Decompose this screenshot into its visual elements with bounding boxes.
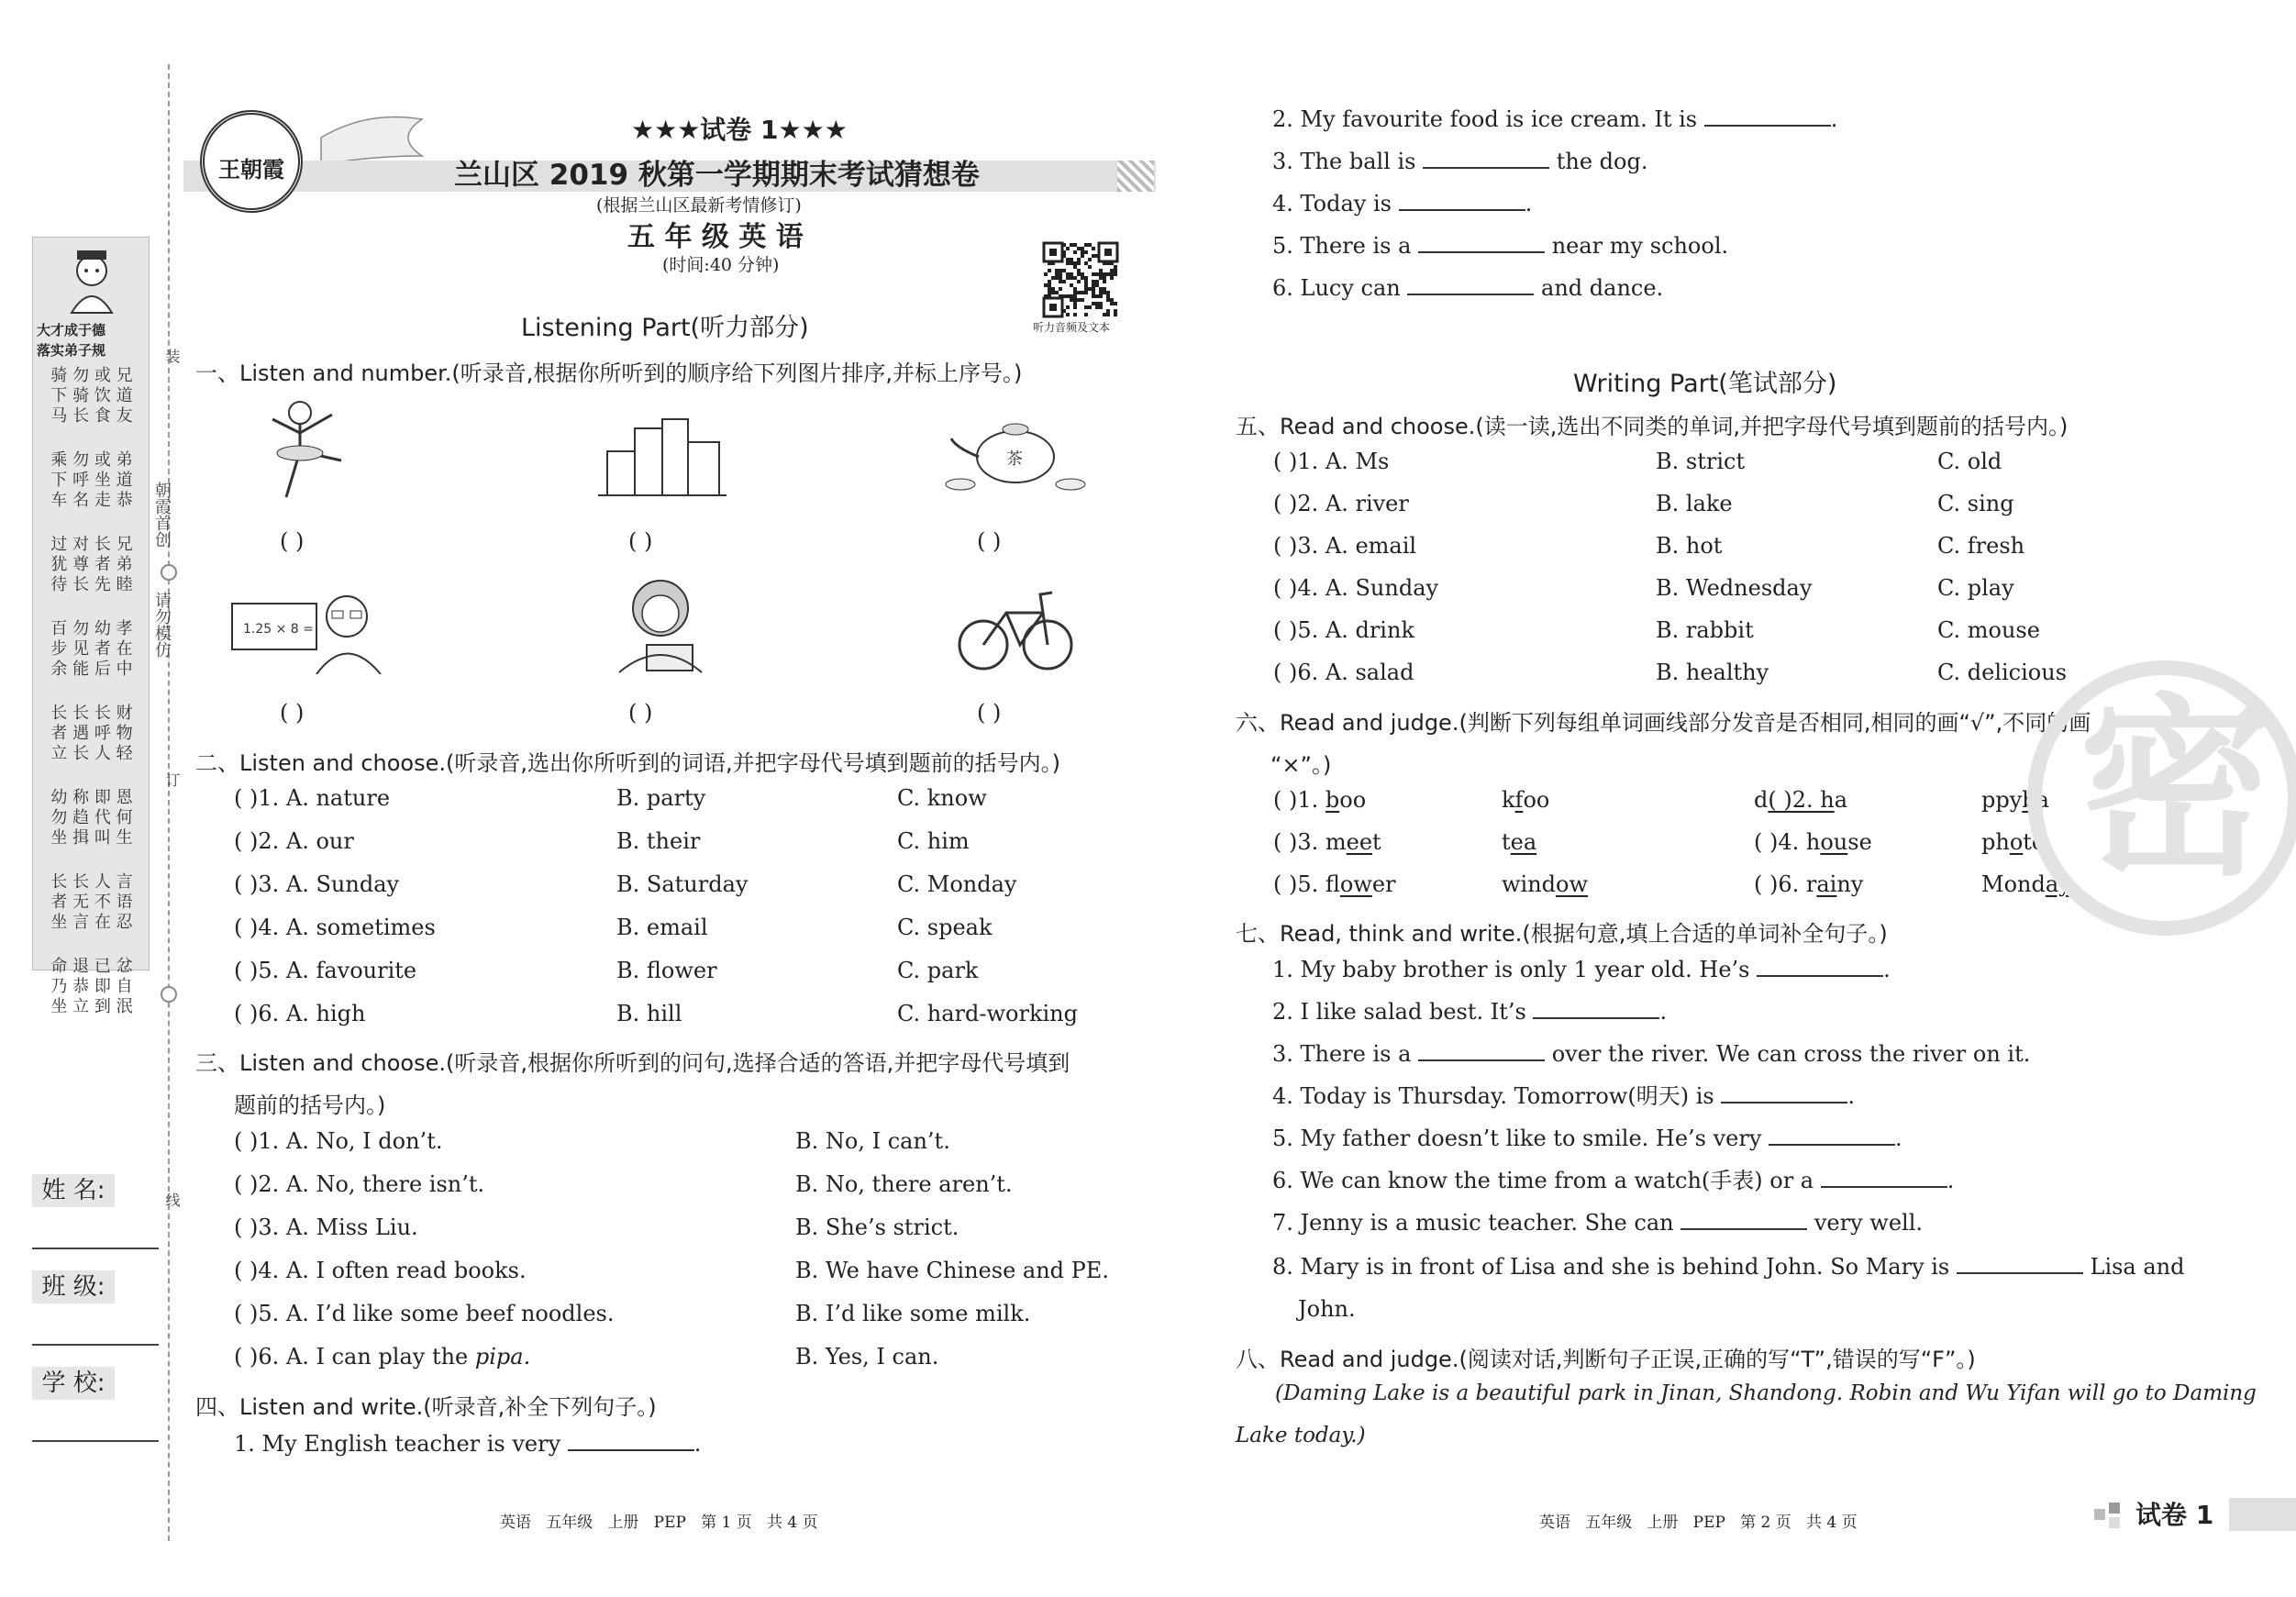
- section-7-item-1-text: 1. My baby brother is only 1 year old. He’s: [1272, 957, 1758, 982]
- s5-row-5-col-2: B. rabbit: [1656, 617, 1754, 643]
- poem-line: 坐 言 在 忍: [50, 913, 133, 932]
- picture-4-paren[interactable]: ( ): [280, 700, 305, 726]
- section-6-row-2-word-1[interactable]: [1273, 831, 1381, 853]
- section-6-part: oo: [1523, 787, 1550, 813]
- section-7-item-1-tail: .: [1883, 957, 1891, 982]
- s5-row-1-col-3: C. old: [1937, 449, 2002, 474]
- exam-title: 兰山区 2019 秋第一学期期末考试猜想卷: [454, 159, 980, 192]
- section-6-part: d: [1754, 787, 1769, 813]
- section-8-title: 八、Read and judge.(阅读对话,判断句子正误,正确的写“T”,错误的写“F”。): [1236, 1347, 1976, 1372]
- section-7-item-6-text: 6. We can know the time from a watch(手表) or a: [1272, 1168, 1821, 1193]
- warning-1: 朝霞首创: [152, 482, 172, 548]
- footer-band: [2229, 1498, 2296, 1531]
- board-text: 1.25 × 8 =: [243, 622, 314, 637]
- section-4-right-item-4-text: 5. There is a: [1272, 233, 1419, 259]
- s5-row-5-col-3: C. mouse: [1937, 617, 2040, 643]
- section-7-item-8: [1272, 1256, 2185, 1278]
- section-6-part: b: [1325, 787, 1340, 813]
- section-4-right-item-4: [1272, 235, 1728, 257]
- s2-row-5-col-3: C. park: [897, 958, 979, 983]
- section-8-passage-1: (Daming Lake is a beautiful park in Jinan, Shandong. Robin and Wu Yifan will go to Daming: [1275, 1381, 2257, 1405]
- section-3-row-5-b: B. I’d like some milk.: [795, 1301, 1031, 1326]
- section-7-item-6: [1272, 1170, 1954, 1192]
- exam-note: (根据兰山区最新考情修订): [596, 195, 802, 216]
- section-7-item-5-text: 5. My father doesn’t like to smile. He’s very: [1272, 1126, 1769, 1151]
- s2-row-2-col-3: C. him: [897, 828, 970, 854]
- section-7-title: 七、Read, think and write.(根据句意,填上合适的单词补全句子。): [1236, 921, 1888, 947]
- section-6-part: ( )5. fl: [1273, 871, 1340, 897]
- listening-heading: Listening Part(听力部分): [521, 314, 809, 342]
- footer-paper-tag: 试卷 1: [2135, 1500, 2214, 1530]
- poem-line: 乘 勿 或 弟: [50, 450, 133, 470]
- s2-row-6-col-3: C. hard-working: [897, 1001, 1078, 1026]
- section-4-right-item-1: [1272, 108, 1837, 130]
- section-6-part: f: [1514, 787, 1524, 813]
- poem-line: 余 能 后 中: [50, 660, 133, 679]
- section-6-part: ow: [1339, 871, 1372, 897]
- section-7-item-8-text: 8. Mary is in front of Lisa and she is behind John. So Mary is: [1272, 1254, 1957, 1280]
- section-6-part: ea: [1510, 829, 1537, 855]
- section-6-part: t: [1372, 829, 1381, 855]
- logo: [200, 110, 303, 213]
- section-6-row-3-word-1[interactable]: [1273, 873, 1396, 895]
- section-7-item-6-tail: .: [1947, 1168, 1955, 1193]
- s5-row-6-col-3: C. delicious: [1937, 660, 2068, 685]
- section-3-row-6-a-text: ( )6. A. I can play the: [234, 1344, 475, 1370]
- section-6-part: ou: [1820, 829, 1848, 855]
- section-6-row-2-word-2: [1502, 831, 1536, 853]
- fold-line: [168, 64, 170, 1541]
- school-label: 学 校:: [32, 1367, 115, 1400]
- poem-line: 骑 勿 或 兄: [50, 366, 133, 385]
- poem-line: 命 退 已 忿: [50, 957, 133, 976]
- section-3-row-2-a-text: ( )2. A. No, there isn’t.: [234, 1171, 485, 1197]
- s2-row-4-col-2: B. email: [616, 915, 708, 940]
- girl-reading-picture: [610, 573, 720, 674]
- s5-row-6-col-2: B. healthy: [1656, 660, 1769, 685]
- binding-hole-2: [161, 986, 177, 1003]
- section-6-part: ( )2. h: [1768, 787, 1835, 813]
- s2-row-3-col-2: B. Saturday: [616, 871, 749, 897]
- name-field[interactable]: [32, 1248, 159, 1249]
- section-6-part: a: [2035, 787, 2049, 813]
- s5-row-2-col-1[interactable]: ( )2. A. river: [1273, 491, 1409, 516]
- section-7-item-2-blank[interactable]: [1533, 1003, 1659, 1019]
- section-4-right-item-3: [1272, 193, 1532, 215]
- s2-row-1-col-1[interactable]: ( )1. A. nature: [234, 785, 391, 811]
- s2-row-2-col-2: B. their: [616, 828, 701, 854]
- section-7-item-7-tail: very well.: [1807, 1210, 1923, 1236]
- section-4-right-item-5: [1272, 277, 1663, 299]
- s2-row-1-col-3: C. know: [897, 785, 987, 811]
- section-7-item-2-text: 2. I like salad best. It’s: [1272, 999, 1534, 1025]
- section-7-item-2-tail: .: [1659, 999, 1668, 1025]
- section-3-title-1: 三、Listen and choose.(听录音,根据你所听到的问句,选择合适的答语,并把字母代号填到: [195, 1050, 1070, 1076]
- s5-row-6-col-1[interactable]: ( )6. A. salad: [1273, 660, 1414, 685]
- poem-line: 坐 立 到 泯: [50, 997, 133, 1016]
- section-4-right-item-4-tail: near my school.: [1545, 233, 1729, 259]
- footer-square-3: [2109, 1517, 2120, 1528]
- section-7-item-1-blank[interactable]: [1757, 960, 1883, 977]
- section-4-right-item-4-blank[interactable]: [1418, 237, 1545, 253]
- section-6-row-2-word-3[interactable]: [1754, 831, 1872, 853]
- section-3-row-1-a-text: ( )1. A. No, I don’t.: [234, 1128, 443, 1154]
- section-6-part: to: [2023, 829, 2046, 855]
- section-6-part: ppy: [1981, 787, 2023, 813]
- poem-line: 者 遇 呼 物: [50, 724, 133, 743]
- section-7-item-5-tail: .: [1895, 1126, 1902, 1151]
- section-4-right-item-5-text: 6. Lucy can: [1272, 275, 1408, 301]
- s2-row-6-col-1[interactable]: ( )6. A. high: [234, 1001, 366, 1026]
- section-7-item-5: [1272, 1127, 1902, 1149]
- section-7-item-4: [1272, 1085, 1855, 1107]
- section-7-item-8-tail: Lisa and: [2082, 1254, 2185, 1280]
- section-6-part: ( )6. r: [1754, 871, 1817, 897]
- poem-line: 长 长 人 言: [50, 872, 133, 892]
- section-6-row-3-word-3[interactable]: [1754, 873, 1863, 895]
- poem-line: 立 长 人 轻: [50, 744, 133, 763]
- teapot-picture: [942, 411, 1089, 494]
- section-3-row-4-b: B. We have Chinese and PE.: [795, 1258, 1109, 1283]
- bicycle-picture: [956, 576, 1075, 677]
- teapot-char: 茶: [1006, 449, 1023, 469]
- scholar-illustration: [55, 243, 128, 316]
- section-7-item-8-blank[interactable]: [1957, 1258, 2083, 1274]
- fold-label-3: 线: [163, 1192, 181, 1207]
- section-3-row-6-a[interactable]: [234, 1346, 530, 1368]
- footer-right: 英语 五年级 上册 PEP 第 2 页 共 4 页: [1539, 1514, 1858, 1532]
- subject-title: 五 年 级 英 语: [627, 221, 804, 253]
- poem-line: 乃 恭 即 自: [50, 977, 133, 996]
- fold-label-2: 订: [163, 772, 181, 787]
- s5-row-4-col-1[interactable]: ( )4. A. Sunday: [1273, 575, 1439, 601]
- s5-row-5-col-1[interactable]: ( )5. A. drink: [1273, 617, 1414, 643]
- section-6-part: ow: [1556, 871, 1589, 897]
- section-4-right-item-3-tail: .: [1525, 191, 1533, 216]
- section-6-part: ph: [1981, 829, 2010, 855]
- section-6-row-3-word-2: [1502, 873, 1588, 895]
- section-4-left-item-1-text: 1. My English teacher is very: [234, 1431, 568, 1457]
- section-7-item-2: [1272, 1001, 1667, 1023]
- section-6-part: k: [1502, 787, 1515, 813]
- section-7-item-4-tail: .: [1847, 1083, 1855, 1109]
- section-7-item-3-tail: over the river. We can cross the river on it.: [1545, 1041, 2031, 1067]
- s5-row-4-col-3: C. play: [1937, 575, 2014, 601]
- section-3-row-6-b: B. Yes, I can.: [795, 1344, 939, 1370]
- writing-heading: Writing Part(笔试部分): [1573, 370, 1837, 398]
- section-8-passage-2: Lake today.): [1236, 1424, 1366, 1447]
- section-6-part: oo: [1339, 787, 1367, 813]
- section-6-part: o: [2009, 829, 2024, 855]
- section-7-item-4-blank[interactable]: [1721, 1087, 1847, 1103]
- picture-5-paren[interactable]: ( ): [628, 700, 653, 726]
- section-6-row-1-word-3[interactable]: [1754, 789, 1847, 811]
- section-7-item-8-cont: John.: [1298, 1296, 1356, 1322]
- section-3-pipa: pipa.: [474, 1344, 531, 1370]
- section-6-part: b: [2022, 787, 2036, 813]
- picture-2-paren[interactable]: ( ): [628, 528, 653, 554]
- section-3-row-4-a[interactable]: [234, 1259, 527, 1281]
- section-4-right-item-1-text: 2. My favourite food is ice cream. It is: [1272, 106, 1704, 132]
- poem-line: 坐 揖 叫 生: [50, 828, 133, 848]
- section-6-part: ( )1.: [1273, 787, 1325, 813]
- watermark-char: 密: [2079, 677, 2272, 902]
- poem-line: 长 长 长 财: [50, 704, 133, 723]
- picture-1-paren[interactable]: ( ): [280, 528, 305, 554]
- poem-line: 过 对 长 兄: [50, 535, 133, 554]
- section-4-left-item-1-tail: .: [693, 1431, 702, 1457]
- section-3-row-3-b: B. She’s strict.: [795, 1214, 959, 1240]
- slogan-2: 落实弟子规: [37, 342, 106, 359]
- section-3-row-5-a[interactable]: [234, 1303, 614, 1325]
- section-2-title: 二、Listen and choose.(听录音,选出你所听到的词语,并把字母代号填到题前的括号内。): [195, 750, 1060, 776]
- section-3-row-4-a-text: ( )4. A. I often read books.: [234, 1258, 527, 1283]
- section-7-item-7: [1272, 1212, 1923, 1234]
- ballerina-picture: [259, 396, 360, 506]
- section-7-item-3-text: 3. There is a: [1272, 1041, 1419, 1067]
- picture-6-paren[interactable]: ( ): [977, 700, 1002, 726]
- s5-row-2-col-2: B. lake: [1656, 491, 1733, 516]
- paper-number: ★★★试卷 1★★★: [631, 115, 848, 145]
- poem-line: 犹 尊 者 弟: [50, 555, 133, 574]
- section-7-item-3: [1272, 1043, 2030, 1065]
- s5-row-1-col-2: B. strict: [1656, 449, 1746, 474]
- section-4-right-item-3-blank[interactable]: [1399, 194, 1525, 211]
- poem-line: 者 无 不 语: [50, 893, 133, 912]
- footer-square-1: [2094, 1509, 2105, 1520]
- section-6-part: ( )3. m: [1273, 829, 1347, 855]
- section-7-item-3-blank[interactable]: [1418, 1045, 1545, 1061]
- s2-row-3-col-3: C. Monday: [897, 871, 1017, 897]
- s5-row-3-col-1[interactable]: ( )3. A. email: [1273, 533, 1417, 559]
- s5-row-4-col-2: B. Wednesday: [1656, 575, 1813, 601]
- section-4-right-item-2-blank[interactable]: [1423, 152, 1549, 169]
- section-4-right-item-3-text: 4. Today is: [1272, 191, 1399, 216]
- section-6-row-1-word-2: [1502, 789, 1549, 811]
- poem-line: 下 呼 坐 道: [50, 471, 133, 490]
- watermark-stamp: [2027, 660, 2296, 936]
- section-6-title-1: 六、Read and judge.(判断下列每组单词画线部分发音是否相同,相同的画“√”,不同的画: [1236, 710, 2091, 736]
- section-3-row-3-a[interactable]: [234, 1216, 418, 1238]
- s2-row-3-col-1[interactable]: ( )3. A. Sunday: [234, 871, 400, 897]
- section-7-item-7-text: 7. Jenny is a music teacher. She can: [1272, 1210, 1681, 1236]
- title-band-pattern: [1117, 161, 1154, 192]
- section-7-item-1: [1272, 959, 1891, 981]
- section-6-part: a: [1834, 787, 1848, 813]
- fold-label-1: 装: [163, 349, 181, 363]
- binding-hole-1: [161, 564, 177, 581]
- section-4-right-item-5-tail: and dance.: [1534, 275, 1664, 301]
- section-6-part: ai: [1816, 871, 1837, 897]
- time-limit: (时间:40 分钟): [662, 255, 780, 275]
- qr-caption: 听力音频及文本: [1033, 321, 1111, 334]
- name-label: 姓 名:: [32, 1174, 115, 1207]
- section-4-left-item-1: [234, 1433, 701, 1455]
- poem-line: 待 长 先 睦: [50, 575, 133, 594]
- poem-line: 马 长 食 友: [50, 406, 133, 426]
- teacher-math-picture: [229, 587, 390, 674]
- poem-line: 百 勿 幼 孝: [50, 619, 133, 638]
- side-strip: [32, 237, 150, 1016]
- section-4-right-item-5-blank[interactable]: [1407, 279, 1534, 295]
- footer-square-2: [2109, 1503, 2120, 1514]
- class-label: 班 级:: [32, 1270, 115, 1303]
- logo-text: 王朝霞: [218, 157, 284, 183]
- section-3-row-2-a[interactable]: [234, 1173, 484, 1195]
- poem-line: 幼 称 即 恩: [50, 788, 133, 807]
- section-7-item-5-blank[interactable]: [1769, 1129, 1895, 1146]
- section-6-part: Mond: [1981, 871, 2046, 897]
- s2-row-1-col-2: B. party: [616, 785, 706, 811]
- section-4-left-item-1-blank[interactable]: [568, 1435, 694, 1451]
- s5-row-3-col-2: B. hot: [1656, 533, 1723, 559]
- s2-row-6-col-2: B. hill: [616, 1001, 682, 1026]
- poem-line: 车 名 走 恭: [50, 491, 133, 510]
- city-buildings-picture: [598, 415, 727, 497]
- section-4-right-item-1-tail: .: [1830, 106, 1838, 132]
- section-4-right-item-2-tail: the dog.: [1549, 149, 1648, 174]
- s2-row-4-col-3: C. speak: [897, 915, 993, 940]
- section-7-item-7-blank[interactable]: [1680, 1214, 1807, 1230]
- picture-3-paren[interactable]: ( ): [977, 528, 1002, 554]
- section-6-row-1-word-1[interactable]: [1273, 789, 1366, 811]
- section-6-part: ee: [1346, 829, 1373, 855]
- section-4-right-item-1-blank[interactable]: [1704, 110, 1831, 127]
- s2-row-2-col-1[interactable]: ( )2. A. our: [234, 828, 354, 854]
- section-6-part: er: [1371, 871, 1396, 897]
- section-7-item-6-blank[interactable]: [1821, 1171, 1947, 1188]
- section-6-part: ( )4. h: [1754, 829, 1821, 855]
- section-1-title: 一、Listen and number.(听录音,根据你所听到的顺序给下列图片排序,并标上序号。): [195, 360, 1023, 386]
- s5-row-3-col-3: C. fresh: [1937, 533, 2025, 559]
- slogan-1: 大才成于德: [37, 322, 106, 338]
- section-3-row-2-b: B. No, there aren’t.: [795, 1171, 1013, 1197]
- section-6-part: se: [1847, 829, 1872, 855]
- s2-row-5-col-2: B. flower: [616, 958, 717, 983]
- section-4-right-item-2-text: 3. The ball is: [1272, 149, 1424, 174]
- school-field[interactable]: [32, 1440, 159, 1442]
- poem-line: 下 骑 饮 道: [50, 386, 133, 405]
- poem-line: 步 见 者 在: [50, 639, 133, 659]
- section-3-row-1-b: B. No, I can’t.: [795, 1128, 950, 1154]
- section-6-part: ny: [1836, 871, 1864, 897]
- s5-row-2-col-3: C. sing: [1937, 491, 2014, 516]
- section-4-title: 四、Listen and write.(听录音,补全下列句子。): [195, 1394, 657, 1420]
- s2-row-5-col-1[interactable]: ( )5. A. favourite: [234, 958, 417, 983]
- section-3-row-1-a[interactable]: [234, 1130, 442, 1152]
- warning-2: 请勿模仿: [152, 592, 172, 658]
- section-7-item-4-text: 4. Today is Thursday. Tomorrow(明天) is: [1272, 1083, 1722, 1109]
- section-5-title: 五、Read and choose.(读一读,选出不同类的单词,并把字母代号填到题前的括号内。): [1236, 414, 2069, 439]
- section-6-part: ay: [2045, 871, 2071, 897]
- s2-row-4-col-1[interactable]: ( )4. A. sometimes: [234, 915, 436, 940]
- footer-left: 英语 五年级 上册 PEP 第 1 页 共 4 页: [500, 1514, 818, 1532]
- section-3-title-2: 题前的括号内。): [234, 1092, 386, 1118]
- class-field[interactable]: [32, 1344, 159, 1346]
- section-6-part: t: [1502, 829, 1511, 855]
- section-3-row-5-a-text: ( )5. A. I’d like some beef noodles.: [234, 1301, 615, 1326]
- poem-line: 勿 趋 代 何: [50, 808, 133, 827]
- qr-code[interactable]: [1041, 240, 1120, 319]
- section-3-row-3-a-text: ( )3. A. Miss Liu.: [234, 1214, 418, 1240]
- section-4-right-item-2: [1272, 150, 1647, 172]
- s5-row-1-col-1[interactable]: ( )1. A. Ms: [1273, 449, 1390, 474]
- section-6-title-2: “×”。): [1270, 752, 1332, 778]
- section-6-part: wind: [1502, 871, 1557, 897]
